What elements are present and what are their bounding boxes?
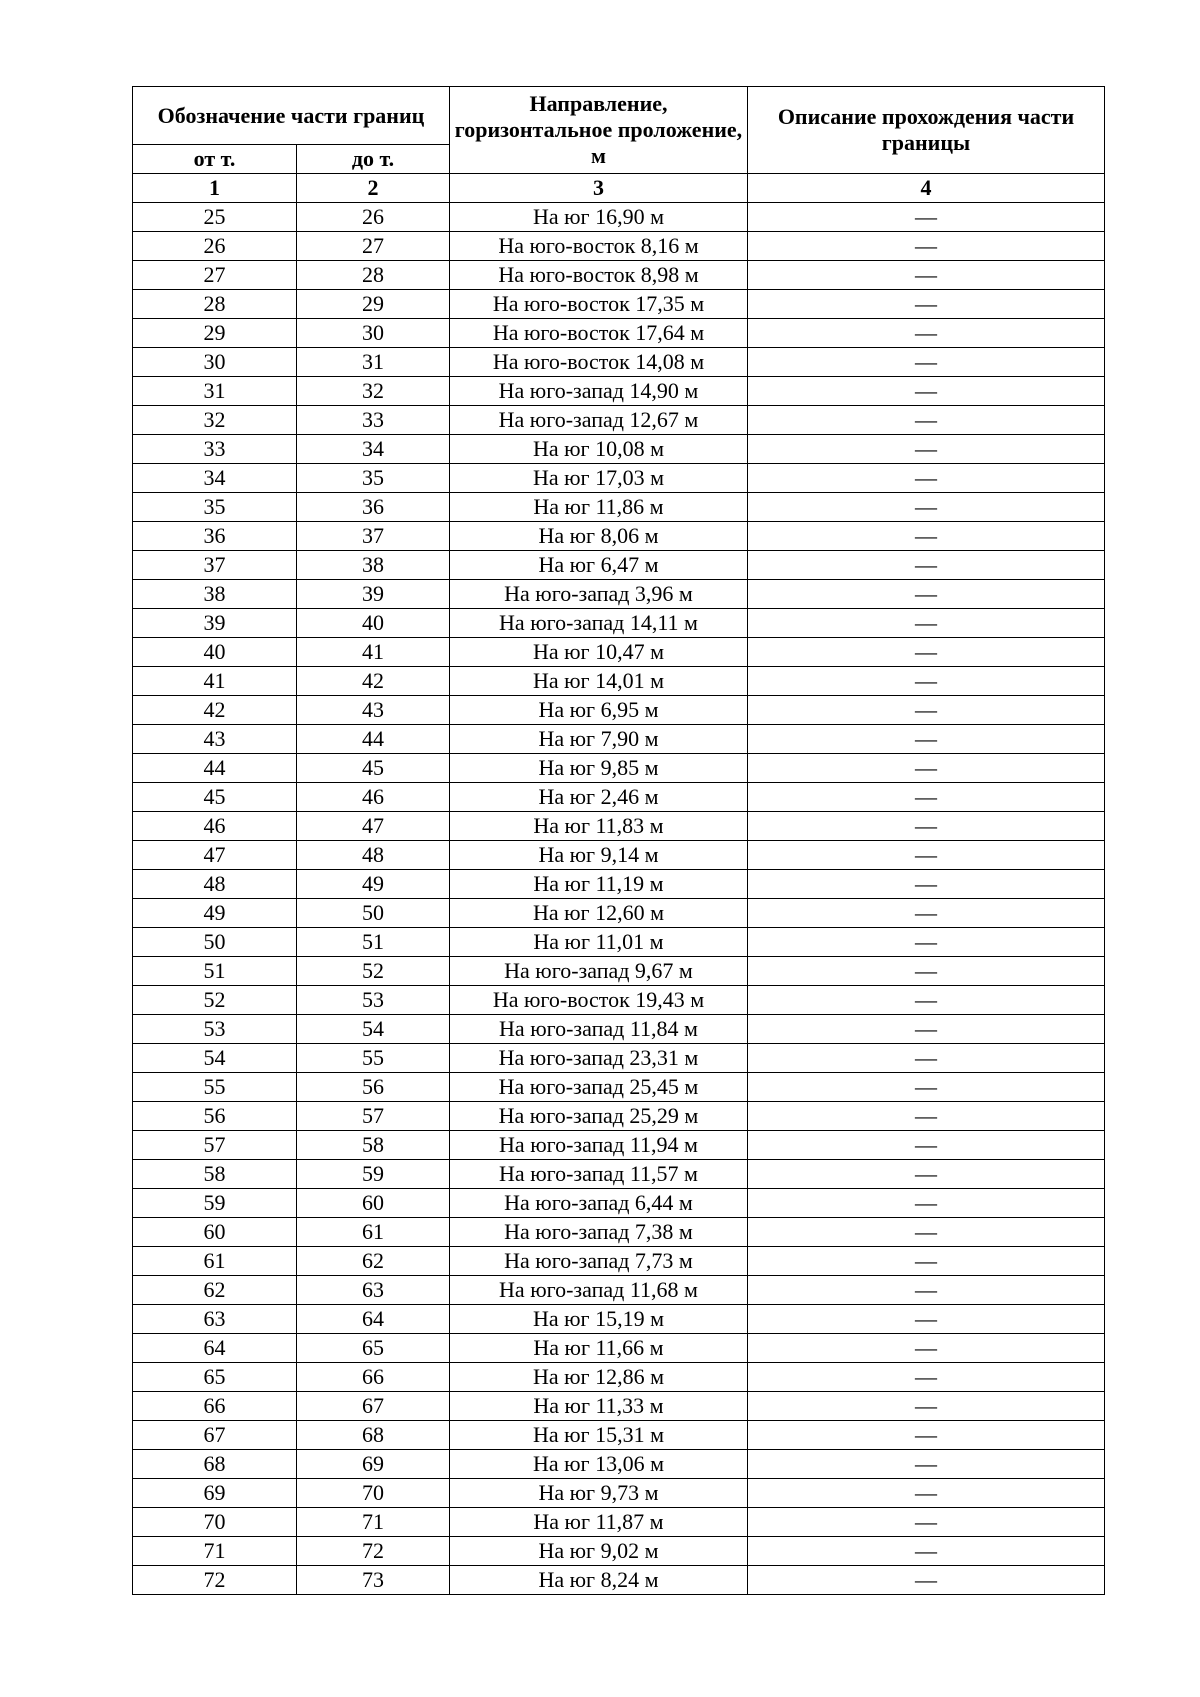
table-row bbox=[133, 986, 1105, 1015]
direction-cell: На юго-восток 8,98 м bbox=[450, 261, 748, 290]
to-point-cell: 70 bbox=[297, 1479, 450, 1508]
description-cell: — bbox=[748, 1015, 1105, 1044]
description-cell: — bbox=[748, 957, 1105, 986]
boundary-table bbox=[132, 86, 1105, 1595]
from-point-cell: 65 bbox=[133, 1363, 297, 1392]
direction-cell: На юго-запад 12,67 м bbox=[450, 406, 748, 435]
description-cell: — bbox=[748, 232, 1105, 261]
from-point-cell: 29 bbox=[133, 319, 297, 348]
to-point-cell: 43 bbox=[297, 696, 450, 725]
direction-cell: На юг 11,01 м bbox=[450, 928, 748, 957]
to-point-cell: 37 bbox=[297, 522, 450, 551]
direction-cell: На юг 11,66 м bbox=[450, 1334, 748, 1363]
to-point-cell: 39 bbox=[297, 580, 450, 609]
table-row bbox=[133, 696, 1105, 725]
to-point-cell: 68 bbox=[297, 1421, 450, 1450]
header-description: Описание прохождения части границы bbox=[748, 87, 1105, 174]
description-cell: — bbox=[748, 290, 1105, 319]
table-header bbox=[133, 87, 1105, 203]
direction-cell: На юг 11,87 м bbox=[450, 1508, 748, 1537]
table-row bbox=[133, 1334, 1105, 1363]
description-cell: — bbox=[748, 986, 1105, 1015]
direction-cell: На юг 11,33 м bbox=[450, 1392, 748, 1421]
table-row bbox=[133, 1450, 1105, 1479]
direction-cell: На юг 6,95 м bbox=[450, 696, 748, 725]
table-row bbox=[133, 377, 1105, 406]
description-cell: — bbox=[748, 783, 1105, 812]
to-point-cell: 48 bbox=[297, 841, 450, 870]
from-point-cell: 53 bbox=[133, 1015, 297, 1044]
table-row bbox=[133, 203, 1105, 232]
description-cell: — bbox=[748, 1160, 1105, 1189]
to-point-cell: 36 bbox=[297, 493, 450, 522]
table-row bbox=[133, 464, 1105, 493]
description-cell: — bbox=[748, 1566, 1105, 1595]
table-row bbox=[133, 783, 1105, 812]
table-row bbox=[133, 812, 1105, 841]
direction-cell: На юг 9,73 м bbox=[450, 1479, 748, 1508]
direction-cell: На юг 10,08 м bbox=[450, 435, 748, 464]
table-row bbox=[133, 957, 1105, 986]
to-point-cell: 56 bbox=[297, 1073, 450, 1102]
direction-cell: На юг 13,06 м bbox=[450, 1450, 748, 1479]
direction-cell: На юг 11,19 м bbox=[450, 870, 748, 899]
direction-cell: На юг 10,47 м bbox=[450, 638, 748, 667]
description-cell: — bbox=[748, 1305, 1105, 1334]
direction-cell: На юг 12,86 м bbox=[450, 1363, 748, 1392]
direction-cell: На юг 11,86 м bbox=[450, 493, 748, 522]
table-row bbox=[133, 928, 1105, 957]
description-cell: — bbox=[748, 1537, 1105, 1566]
from-point-cell: 50 bbox=[133, 928, 297, 957]
description-cell: — bbox=[748, 899, 1105, 928]
table-row bbox=[133, 522, 1105, 551]
description-cell: — bbox=[748, 1276, 1105, 1305]
table-row bbox=[133, 1508, 1105, 1537]
from-point-cell: 45 bbox=[133, 783, 297, 812]
from-point-cell: 26 bbox=[133, 232, 297, 261]
description-cell: — bbox=[748, 1421, 1105, 1450]
description-cell: — bbox=[748, 1189, 1105, 1218]
from-point-cell: 37 bbox=[133, 551, 297, 580]
description-cell: — bbox=[748, 841, 1105, 870]
header-direction: Направление, горизонтальное проложение, м bbox=[450, 87, 748, 174]
table-row bbox=[133, 348, 1105, 377]
to-point-cell: 72 bbox=[297, 1537, 450, 1566]
from-point-cell: 58 bbox=[133, 1160, 297, 1189]
column-number-2: 2 bbox=[297, 174, 450, 203]
to-point-cell: 42 bbox=[297, 667, 450, 696]
from-point-cell: 51 bbox=[133, 957, 297, 986]
direction-cell: На юго-запад 23,31 м bbox=[450, 1044, 748, 1073]
direction-cell: На юго-запад 6,44 м bbox=[450, 1189, 748, 1218]
to-point-cell: 51 bbox=[297, 928, 450, 957]
description-cell: — bbox=[748, 1044, 1105, 1073]
to-point-cell: 60 bbox=[297, 1189, 450, 1218]
table-row bbox=[133, 638, 1105, 667]
description-cell: — bbox=[748, 464, 1105, 493]
table-row bbox=[133, 1421, 1105, 1450]
from-point-cell: 66 bbox=[133, 1392, 297, 1421]
from-point-cell: 48 bbox=[133, 870, 297, 899]
from-point-cell: 39 bbox=[133, 609, 297, 638]
from-point-cell: 32 bbox=[133, 406, 297, 435]
from-point-cell: 35 bbox=[133, 493, 297, 522]
table-row bbox=[133, 841, 1105, 870]
description-cell: — bbox=[748, 1073, 1105, 1102]
table-row bbox=[133, 870, 1105, 899]
to-point-cell: 33 bbox=[297, 406, 450, 435]
description-cell: — bbox=[748, 609, 1105, 638]
direction-cell: На юг 11,83 м bbox=[450, 812, 748, 841]
from-point-cell: 63 bbox=[133, 1305, 297, 1334]
from-point-cell: 67 bbox=[133, 1421, 297, 1450]
to-point-cell: 71 bbox=[297, 1508, 450, 1537]
to-point-cell: 53 bbox=[297, 986, 450, 1015]
table-row bbox=[133, 1015, 1105, 1044]
from-point-cell: 59 bbox=[133, 1189, 297, 1218]
direction-cell: На юго-восток 17,64 м bbox=[450, 319, 748, 348]
description-cell: — bbox=[748, 551, 1105, 580]
to-point-cell: 34 bbox=[297, 435, 450, 464]
direction-cell: На юг 9,02 м bbox=[450, 1537, 748, 1566]
from-point-cell: 55 bbox=[133, 1073, 297, 1102]
from-point-cell: 54 bbox=[133, 1044, 297, 1073]
direction-cell: На юго-запад 9,67 м bbox=[450, 957, 748, 986]
from-point-cell: 28 bbox=[133, 290, 297, 319]
from-point-cell: 64 bbox=[133, 1334, 297, 1363]
description-cell: — bbox=[748, 1218, 1105, 1247]
direction-cell: На юг 8,06 м bbox=[450, 522, 748, 551]
to-point-cell: 57 bbox=[297, 1102, 450, 1131]
table-row bbox=[133, 1131, 1105, 1160]
description-cell: — bbox=[748, 493, 1105, 522]
direction-cell: На юго-восток 14,08 м bbox=[450, 348, 748, 377]
from-point-cell: 62 bbox=[133, 1276, 297, 1305]
description-cell: — bbox=[748, 1508, 1105, 1537]
description-cell: — bbox=[748, 348, 1105, 377]
from-point-cell: 31 bbox=[133, 377, 297, 406]
from-point-cell: 36 bbox=[133, 522, 297, 551]
table-row bbox=[133, 551, 1105, 580]
from-point-cell: 33 bbox=[133, 435, 297, 464]
direction-cell: На юго-запад 7,38 м bbox=[450, 1218, 748, 1247]
description-cell: — bbox=[748, 522, 1105, 551]
description-cell: — bbox=[748, 754, 1105, 783]
column-number-4: 4 bbox=[748, 174, 1105, 203]
from-point-cell: 44 bbox=[133, 754, 297, 783]
table-row bbox=[133, 1276, 1105, 1305]
description-cell: — bbox=[748, 580, 1105, 609]
table-row bbox=[133, 1305, 1105, 1334]
table-row bbox=[133, 290, 1105, 319]
table-row bbox=[133, 1363, 1105, 1392]
from-point-cell: 71 bbox=[133, 1537, 297, 1566]
to-point-cell: 55 bbox=[297, 1044, 450, 1073]
table-row bbox=[133, 1160, 1105, 1189]
direction-cell: На юг 15,31 м bbox=[450, 1421, 748, 1450]
description-cell: — bbox=[748, 1479, 1105, 1508]
from-point-cell: 38 bbox=[133, 580, 297, 609]
table-row bbox=[133, 1189, 1105, 1218]
description-cell: — bbox=[748, 261, 1105, 290]
column-number-1: 1 bbox=[133, 174, 297, 203]
table-row bbox=[133, 1247, 1105, 1276]
table-row bbox=[133, 580, 1105, 609]
table-row bbox=[133, 319, 1105, 348]
description-cell: — bbox=[748, 928, 1105, 957]
direction-cell: На юго-запад 11,94 м bbox=[450, 1131, 748, 1160]
direction-cell: На юго-запад 25,29 м bbox=[450, 1102, 748, 1131]
direction-cell: На юго-восток 8,16 м bbox=[450, 232, 748, 261]
direction-cell: На юг 12,60 м bbox=[450, 899, 748, 928]
table-row bbox=[133, 754, 1105, 783]
from-point-cell: 49 bbox=[133, 899, 297, 928]
from-point-cell: 41 bbox=[133, 667, 297, 696]
direction-cell: На юго-запад 11,84 м bbox=[450, 1015, 748, 1044]
to-point-cell: 47 bbox=[297, 812, 450, 841]
to-point-cell: 28 bbox=[297, 261, 450, 290]
direction-cell: На юго-запад 11,68 м bbox=[450, 1276, 748, 1305]
direction-cell: На юг 9,85 м bbox=[450, 754, 748, 783]
table-row bbox=[133, 1566, 1105, 1595]
direction-cell: На юго-запад 7,73 м bbox=[450, 1247, 748, 1276]
to-point-cell: 32 bbox=[297, 377, 450, 406]
description-cell: — bbox=[748, 435, 1105, 464]
table-row bbox=[133, 435, 1105, 464]
description-cell: — bbox=[748, 1102, 1105, 1131]
from-point-cell: 56 bbox=[133, 1102, 297, 1131]
description-cell: — bbox=[748, 406, 1105, 435]
to-point-cell: 59 bbox=[297, 1160, 450, 1189]
direction-cell: На юго-запад 14,11 м bbox=[450, 609, 748, 638]
to-point-cell: 69 bbox=[297, 1450, 450, 1479]
table-row bbox=[133, 1073, 1105, 1102]
from-point-cell: 57 bbox=[133, 1131, 297, 1160]
from-point-cell: 72 bbox=[133, 1566, 297, 1595]
to-point-cell: 46 bbox=[297, 783, 450, 812]
table-row bbox=[133, 1102, 1105, 1131]
header-from: от т. bbox=[133, 145, 297, 174]
direction-cell: На юго-запад 14,90 м bbox=[450, 377, 748, 406]
from-point-cell: 34 bbox=[133, 464, 297, 493]
description-cell: — bbox=[748, 1450, 1105, 1479]
from-point-cell: 69 bbox=[133, 1479, 297, 1508]
description-cell: — bbox=[748, 812, 1105, 841]
description-cell: — bbox=[748, 1363, 1105, 1392]
to-point-cell: 45 bbox=[297, 754, 450, 783]
to-point-cell: 61 bbox=[297, 1218, 450, 1247]
header-designation: Обозначение части границ bbox=[133, 87, 450, 145]
table-row bbox=[133, 261, 1105, 290]
direction-cell: На юг 7,90 м bbox=[450, 725, 748, 754]
from-point-cell: 40 bbox=[133, 638, 297, 667]
to-point-cell: 50 bbox=[297, 899, 450, 928]
to-point-cell: 44 bbox=[297, 725, 450, 754]
from-point-cell: 47 bbox=[133, 841, 297, 870]
from-point-cell: 25 bbox=[133, 203, 297, 232]
to-point-cell: 41 bbox=[297, 638, 450, 667]
table-row bbox=[133, 232, 1105, 261]
table-row bbox=[133, 667, 1105, 696]
direction-cell: На юг 9,14 м bbox=[450, 841, 748, 870]
from-point-cell: 70 bbox=[133, 1508, 297, 1537]
from-point-cell: 61 bbox=[133, 1247, 297, 1276]
direction-cell: На юго-запад 25,45 м bbox=[450, 1073, 748, 1102]
direction-cell: На юг 15,19 м bbox=[450, 1305, 748, 1334]
to-point-cell: 27 bbox=[297, 232, 450, 261]
description-cell: — bbox=[748, 1247, 1105, 1276]
to-point-cell: 29 bbox=[297, 290, 450, 319]
description-cell: — bbox=[748, 667, 1105, 696]
to-point-cell: 35 bbox=[297, 464, 450, 493]
description-cell: — bbox=[748, 377, 1105, 406]
description-cell: — bbox=[748, 870, 1105, 899]
from-point-cell: 52 bbox=[133, 986, 297, 1015]
document-page bbox=[132, 86, 1104, 1595]
description-cell: — bbox=[748, 1334, 1105, 1363]
direction-cell: На юго-восток 17,35 м bbox=[450, 290, 748, 319]
column-number-3: 3 bbox=[450, 174, 748, 203]
description-cell: — bbox=[748, 203, 1105, 232]
to-point-cell: 73 bbox=[297, 1566, 450, 1595]
from-point-cell: 27 bbox=[133, 261, 297, 290]
direction-cell: На юго-запад 3,96 м bbox=[450, 580, 748, 609]
to-point-cell: 66 bbox=[297, 1363, 450, 1392]
table-row bbox=[133, 493, 1105, 522]
description-cell: — bbox=[748, 1131, 1105, 1160]
direction-cell: На юг 8,24 м bbox=[450, 1566, 748, 1595]
to-point-cell: 58 bbox=[297, 1131, 450, 1160]
direction-cell: На юго-восток 19,43 м bbox=[450, 986, 748, 1015]
to-point-cell: 38 bbox=[297, 551, 450, 580]
from-point-cell: 42 bbox=[133, 696, 297, 725]
description-cell: — bbox=[748, 1392, 1105, 1421]
to-point-cell: 67 bbox=[297, 1392, 450, 1421]
direction-cell: На юг 17,03 м bbox=[450, 464, 748, 493]
description-cell: — bbox=[748, 696, 1105, 725]
to-point-cell: 49 bbox=[297, 870, 450, 899]
table-row bbox=[133, 1218, 1105, 1247]
from-point-cell: 46 bbox=[133, 812, 297, 841]
description-cell: — bbox=[748, 725, 1105, 754]
header-to: до т. bbox=[297, 145, 450, 174]
to-point-cell: 52 bbox=[297, 957, 450, 986]
to-point-cell: 63 bbox=[297, 1276, 450, 1305]
table-row bbox=[133, 1044, 1105, 1073]
table-row bbox=[133, 609, 1105, 638]
from-point-cell: 68 bbox=[133, 1450, 297, 1479]
table-row bbox=[133, 1479, 1105, 1508]
table-row bbox=[133, 406, 1105, 435]
from-point-cell: 43 bbox=[133, 725, 297, 754]
table-row bbox=[133, 1392, 1105, 1421]
to-point-cell: 64 bbox=[297, 1305, 450, 1334]
direction-cell: На юг 16,90 м bbox=[450, 203, 748, 232]
to-point-cell: 54 bbox=[297, 1015, 450, 1044]
direction-cell: На юг 2,46 м bbox=[450, 783, 748, 812]
table-row bbox=[133, 725, 1105, 754]
to-point-cell: 62 bbox=[297, 1247, 450, 1276]
table-row bbox=[133, 1537, 1105, 1566]
to-point-cell: 31 bbox=[297, 348, 450, 377]
description-cell: — bbox=[748, 319, 1105, 348]
from-point-cell: 60 bbox=[133, 1218, 297, 1247]
table-row bbox=[133, 899, 1105, 928]
to-point-cell: 26 bbox=[297, 203, 450, 232]
table-body bbox=[133, 203, 1105, 1595]
description-cell: — bbox=[748, 638, 1105, 667]
to-point-cell: 65 bbox=[297, 1334, 450, 1363]
to-point-cell: 40 bbox=[297, 609, 450, 638]
direction-cell: На юг 14,01 м bbox=[450, 667, 748, 696]
to-point-cell: 30 bbox=[297, 319, 450, 348]
direction-cell: На юго-запад 11,57 м bbox=[450, 1160, 748, 1189]
direction-cell: На юг 6,47 м bbox=[450, 551, 748, 580]
from-point-cell: 30 bbox=[133, 348, 297, 377]
